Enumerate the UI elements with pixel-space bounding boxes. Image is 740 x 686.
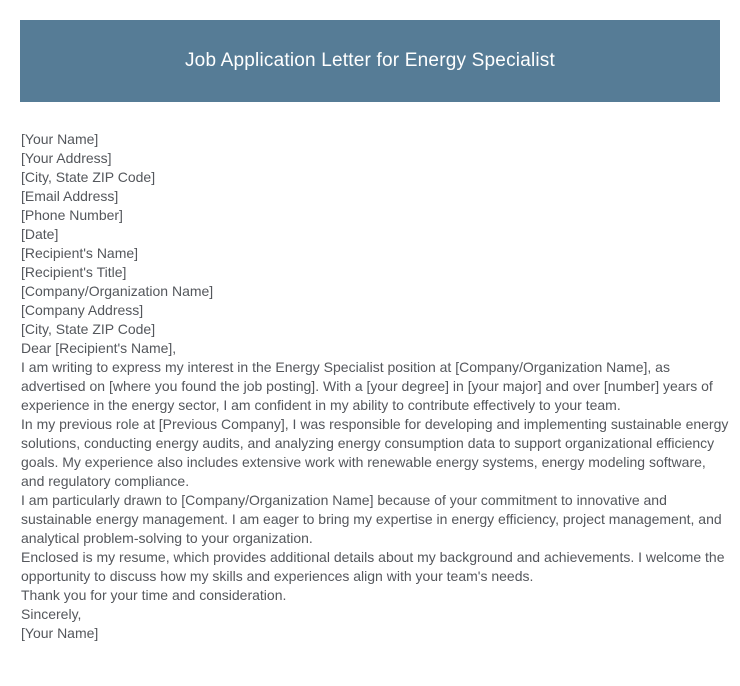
paragraph-motivation: I am particularly drawn to [Company/Organization Name] because of your commitment to innovative and sustainable energy management. I am eager to bring my expertise in energy efficiency, project management, and analytical problem-solving to your organization. xyxy=(21,492,722,546)
recipient-line-title: [Recipient's Title] xyxy=(21,264,127,280)
contact-line-city-state-zip: [City, State ZIP Code] xyxy=(21,169,156,185)
letter-body xyxy=(21,130,731,643)
letter-title-bar xyxy=(20,20,720,102)
closing: Sincerely, xyxy=(21,606,82,622)
paragraph-thanks: Thank you for your time and consideration. xyxy=(21,587,287,603)
paragraph-enclosure: Enclosed is my resume, which provides additional details about my background and achievements. I welcome the opportunity to discuss how my skills and experiences align with your team's needs. xyxy=(21,549,725,584)
paragraph-experience: In my previous role at [Previous Company], I was responsible for developing and implementing sustainable energy solutions, conducting energy audits, and analyzing energy consumption data to support organizational efficiency goals. My experience also includes extensive work with renewable energy systems, energy modeling software, and regulatory compliance. xyxy=(21,416,729,489)
recipient-line-address: [Company Address] xyxy=(21,302,144,318)
contact-line-your-address: [Your Address] xyxy=(21,150,112,166)
recipient-line-city-state-zip: [City, State ZIP Code] xyxy=(21,321,156,337)
page-title: Job Application Letter for Energy Specialist xyxy=(184,50,555,71)
contact-line-phone: [Phone Number] xyxy=(21,207,123,223)
contact-line-your-name: [Your Name] xyxy=(21,131,99,147)
salutation: Dear [Recipient's Name], xyxy=(21,340,177,356)
paragraph-intro: I am writing to express my interest in the Energy Specialist position at [Company/Organization Name], as advertised on [where you found the job posting]. With a [your degree] in [your major] and over [number] years of experience in the energy sector, I am confident in my ability to contribute effectively to your team. xyxy=(21,359,713,413)
contact-line-email: [Email Address] xyxy=(21,188,119,204)
signature: [Your Name] xyxy=(21,625,99,641)
recipient-line-name: [Recipient's Name] xyxy=(21,245,139,261)
recipient-line-company: [Company/Organization Name] xyxy=(21,283,214,299)
contact-line-date: [Date] xyxy=(21,226,59,242)
